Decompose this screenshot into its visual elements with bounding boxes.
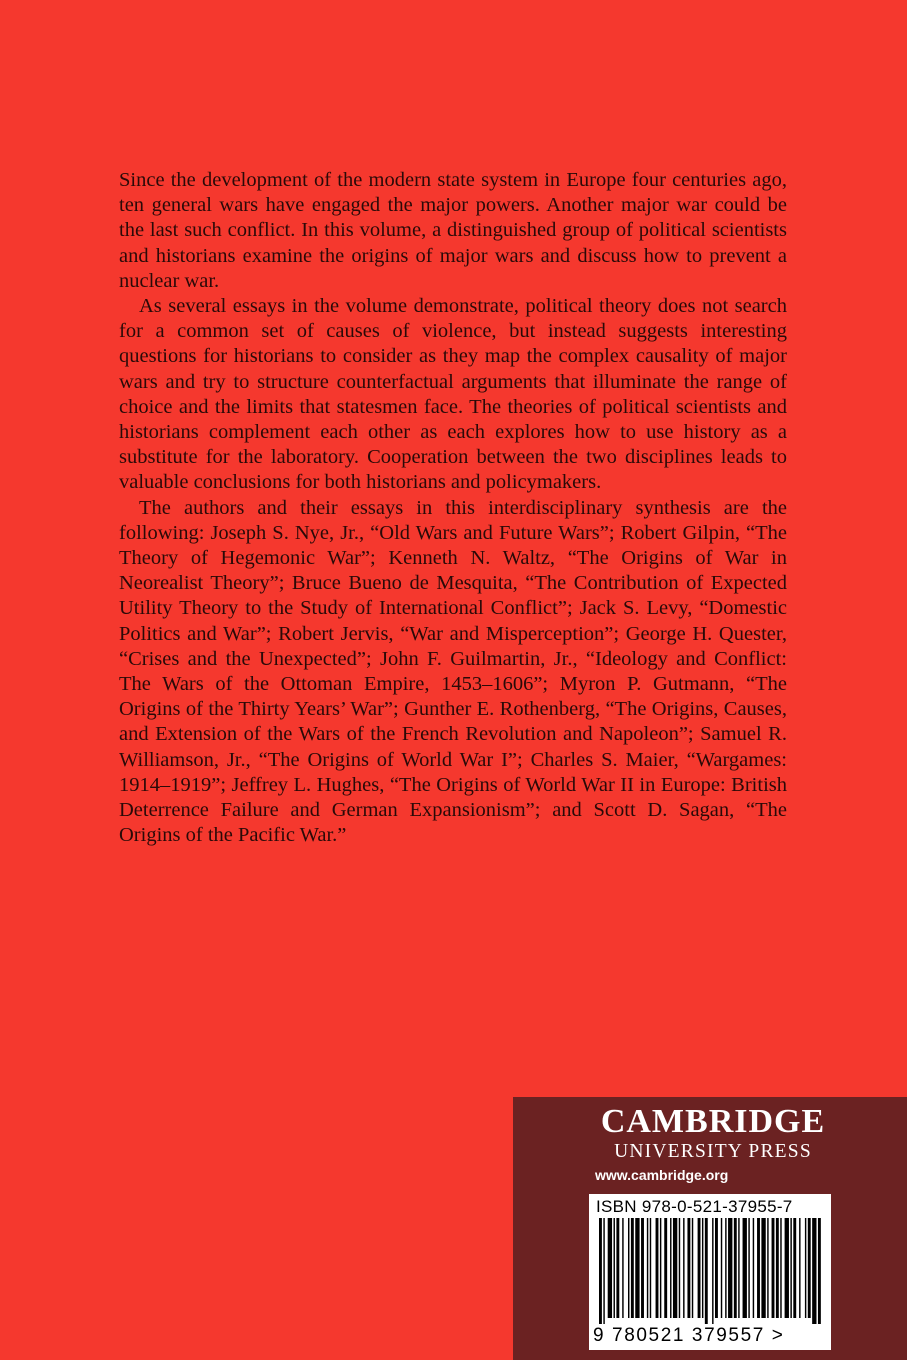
barcode-bar xyxy=(599,1218,602,1324)
barcode-bar xyxy=(812,1218,816,1324)
barcode-bar xyxy=(641,1218,644,1318)
back-cover-blurb xyxy=(119,168,787,848)
barcode-bar xyxy=(776,1218,779,1318)
barcode-bar xyxy=(790,1218,791,1318)
barcode-bar xyxy=(679,1218,680,1318)
barcode-bar xyxy=(734,1218,737,1318)
publisher-panel xyxy=(513,1097,907,1360)
barcode-bar xyxy=(780,1218,781,1318)
blurb-paragraph-2: As several essays in the volume demonstrate, political theory does not search for a common set of causes of violence, but instead suggests interesting questions for historians to consider as they map the complex causality of major wars and try to structure counterfactual arguments that illuminate the range of choice and the limits that statesmen face. The theories of political scientists and historians complement each other as each explores how to use history as a substitute for the laboratory. Cooperation between the two disciplines leads to valuable conclusions for both historians and policymakers. xyxy=(119,295,787,494)
barcode-bar xyxy=(743,1218,747,1318)
barcode-bar xyxy=(757,1218,760,1318)
publisher-url: www.cambridge.org xyxy=(595,1167,729,1183)
barcode-bar xyxy=(692,1218,693,1318)
barcode-bar xyxy=(725,1218,726,1318)
publisher-name: CAMBRIDGE xyxy=(600,1103,826,1140)
barcode-bar xyxy=(793,1218,796,1318)
barcode-bar xyxy=(656,1218,659,1318)
barcode-bar xyxy=(712,1218,713,1324)
barcode-bar xyxy=(664,1218,667,1318)
blurb-paragraph-1: Since the development of the modern state system in Europe four centuries ago, ten general wars have engaged the major powers. Another major war could be the last such conflict. In this volume, a distinguished group of political scientists and historians examine the origins of major wars and discuss how to prevent a nuclear war. xyxy=(119,169,787,292)
barcode-bar xyxy=(805,1218,806,1318)
barcode-bar xyxy=(767,1218,768,1318)
barcode-bar xyxy=(772,1218,775,1318)
barcode-bar xyxy=(650,1218,651,1318)
barcode-digits: 9 780521 379557 > xyxy=(593,1325,785,1346)
barcode-bar xyxy=(808,1218,811,1318)
isbn-barcode xyxy=(589,1194,831,1350)
barcode-bar xyxy=(799,1218,800,1318)
barcode-bar xyxy=(753,1218,754,1318)
barcode-bar xyxy=(715,1218,718,1318)
barcode-bar xyxy=(628,1218,629,1318)
barcode-bar xyxy=(670,1218,671,1318)
barcode-bar xyxy=(721,1218,722,1318)
barcode-bars xyxy=(595,1218,825,1324)
barcode-bar xyxy=(647,1218,648,1318)
barcode-bar xyxy=(631,1218,634,1318)
barcode-bar xyxy=(687,1218,690,1318)
barcode-bar xyxy=(608,1218,612,1318)
barcode-bar xyxy=(698,1218,701,1318)
publisher-subtitle: UNIVERSITY PRESS xyxy=(614,1141,812,1162)
barcode-bar xyxy=(616,1218,619,1318)
barcode-bar xyxy=(614,1218,615,1318)
barcode-bar xyxy=(761,1218,765,1318)
barcode-bar xyxy=(603,1218,604,1324)
barcode-bar xyxy=(673,1218,677,1318)
barcode-bar xyxy=(738,1218,739,1318)
barcode-bar xyxy=(748,1218,749,1318)
barcode-bar xyxy=(702,1218,703,1318)
barcode-bar xyxy=(622,1218,623,1318)
isbn-label: ISBN 978-0-521-37955-7 xyxy=(596,1197,793,1216)
barcode-bar xyxy=(705,1218,708,1324)
blurb-paragraph-3: The authors and their essays in this interdisciplinary synthesis are the following: Joseph S. Nye, Jr., “Old Wars and Future Wars”; Robert Gilpin, “The Theory of Hegemonic War”; Kenneth N. Waltz, “The Origins of War in Neorealist Theory”; Bruce Bueno de Mesquita, “The Contribution of Expected Utility Theory to the Study of International Conflict”; Jack S. Levy, “Domestic Politics and War”; Robert Jervis, “War and Misperception”; George H. Quester, “Crises and the Unexpected”; John F. Guilmartin, Jr., “Ideology and Conflict: The Wars of the Ottoman Empire, 1453–1606”; Myron P. Gutmann, “The Origins of the Thirty Years’ War”; Gunther E. Rothenberg, “The Origins, Causes, and Extension of the Wars of the French Revolution and Napoleon”; Samuel R. Williamson, Jr., “The Origins of World War I”; Charles S. Maier, “Wargames: 1914–1919”; Jeffrey L. Hughes, “The Origins of World War II in Europe: British Deterrence Failure and German Expansionism”; and Scott D. Sagan, “The Origins of the Pacific War.” xyxy=(119,496,787,847)
barcode-bar xyxy=(785,1218,789,1318)
barcode-bar xyxy=(683,1218,684,1318)
barcode-bar xyxy=(660,1218,661,1318)
barcode-bar xyxy=(635,1218,639,1318)
barcode-bar xyxy=(818,1218,821,1324)
barcode-bar xyxy=(728,1218,732,1318)
